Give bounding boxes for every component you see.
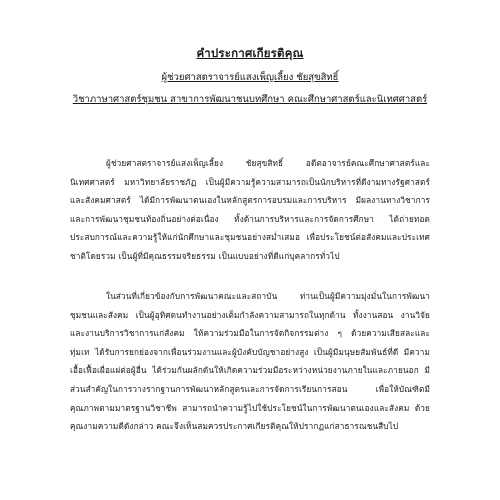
honoree-department: วิชาภาษาศาสตร์ชุมชน สาขาการพัฒนาชนบทศึกษา คณะศึกษาศาสตร์และนิเทศศาสตร์	[72, 94, 428, 105]
paragraph-text: ในส่วนที่เกี่ยวข้องกับการพัฒนาคณะและสถาบัน ท่านเป็นผู้มีความมุ่งมั่นในการพัฒนาชุมชนและสังคม เป็นผู้อุทิศตนทำงานอย่างเต็มกำลังความสามารถในทุกด้าน ทั้งงานสอน งานวิจัย และงานบริการวิชาการแก่สังคม ให้ความร่วมมือในการจัดกิจกรรมต่าง ๆ ด้วยความเสียสละและทุ่มเท ได้รับการยกย่องจากเพื่อนร่วมงานและผู้บังคับบัญชาอย่างสูง เป็นผู้มีมนุษยสัมพันธ์ที่ดี มีความเอื้อเฟื้อเผื่อแผ่ต่อผู้อื่น ได้ร่วมกันผลักดันให้เกิดความร่วมมือระหว่างหน่วยงานภายในและภายนอก มีส่วนสำคัญในการวางรากฐานการพัฒนาหลักสูตรและการจัดการเรียนการสอน เพื่อให้บัณฑิตมีคุณภาพตามมาตรฐานวิชาชีพ สามารถนำความรู้ไปใช้ประโยชน์ในการพัฒนาตนเองและสังคม ด้วยคุณงามความดีดังกล่าว คณะจึงเห็นสมควรประกาศเกียรติคุณให้ปรากฏแก่สาธารณชนสืบไป	[70, 291, 430, 432]
paragraph-text: ผู้ช่วยศาสตราจารย์แสงเพ็ญเลี้ยง ชัยสุขสิทธิ์ อดีตอาจารย์คณะศึกษาศาสตร์และนิเทศศาสตร์ มหาวิทยาลัยราชภัฏ เป็นผู้มีความรู้ความสามารถเป็นนักบริหารที่ดีงามทางรัฐศาสตร์และสังคมศาสตร์ ได้มีการพัฒนาตนเองในหลักสูตรการอบรมและการบริหาร มีผลงานทางวิชาการและการพัฒนาชุมชนท้องถิ่นอย่างต่อเนื่อง ทั้งด้านการบริหารและการจัดการศึกษา ได้ถ่ายทอดประสบการณ์และความรู้ให้แก่นักศึกษาและชุมชนอย่างสม่ำเสมอ เพื่อประโยชน์ต่อสังคมและประเทศชาติโดยรวม เป็นผู้ที่มีคุณธรรมจริยธรรม เป็นแบบอย่างที่ดีแก่บุคลากรทั่วไป	[70, 158, 430, 261]
document-title: คำประกาศเกียรติคุณ	[196, 46, 304, 60]
body-paragraph-1	[70, 154, 430, 266]
body-paragraph-2	[70, 287, 430, 436]
honoree-name: ผู้ช่วยศาสตราจารย์แสงเพ็ญเลี้ยง ชัยสุขสิทธิ์	[161, 72, 339, 83]
